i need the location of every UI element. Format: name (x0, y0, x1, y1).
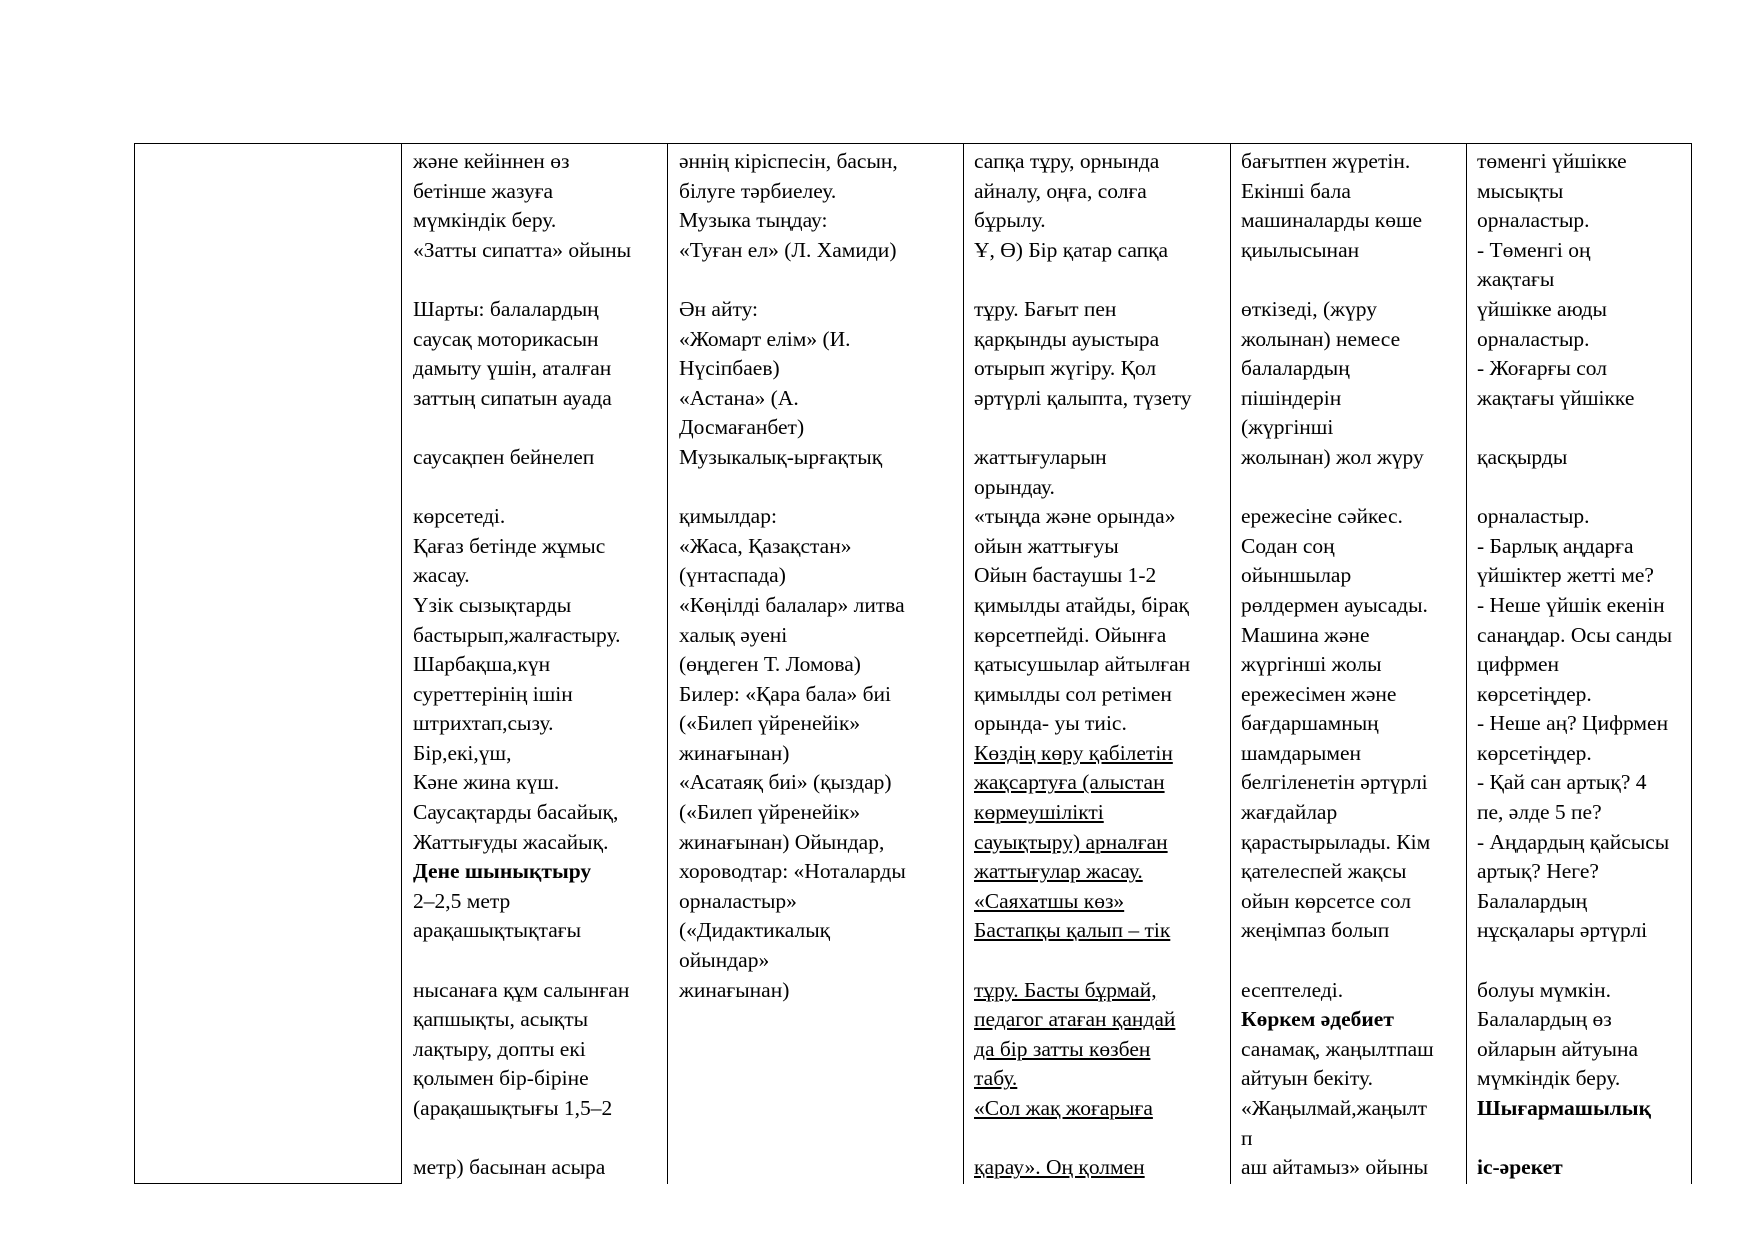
text-line: Машина және (1241, 622, 1370, 647)
section-heading: Шығармашылық (1477, 1096, 1651, 1120)
text-line: қимылды сол ретімен (974, 681, 1172, 706)
section-heading: іс-әрекет (1477, 1155, 1563, 1180)
text-line: Балалардың (1477, 888, 1588, 913)
text-line: жақтағы үйшікке (1477, 385, 1635, 410)
text-line: артық? Неге? (1477, 859, 1599, 884)
text-line: қарау». Оң қолмен (974, 1155, 1145, 1180)
text-line: да бір затты көзбен (974, 1036, 1151, 1061)
text-line: жүргінші жолы (1241, 652, 1382, 677)
text-line: метр) басынан асыра (413, 1155, 606, 1180)
text-line: қолымен бір-біріне (413, 1066, 589, 1091)
text-line (1477, 1124, 1737, 1154)
text-line: «Затты сипатта» ойыны (413, 237, 632, 262)
first-column-bottom-border (134, 1183, 402, 1184)
text-line: төменгі үйшікке (1477, 149, 1627, 173)
empty-label-cell (135, 144, 401, 1183)
section-heading: Көркем әдебиет (1241, 1007, 1394, 1032)
text-line: мысықты (1477, 178, 1564, 203)
table-cell-column-4 (974, 147, 1234, 1183)
text-line: пішіндерін (1241, 385, 1342, 410)
text-line: ойын жаттығуы (974, 533, 1119, 558)
text-line: есептеледі. (1241, 977, 1344, 1002)
text-line: қасқырды (1477, 444, 1568, 469)
text-line: - Барлық аңдарға (1477, 533, 1634, 558)
text-line: көрмеушілікті (974, 800, 1104, 825)
text-line: (үнтаспада) (679, 563, 786, 588)
text-line (1477, 473, 1737, 503)
text-line (1477, 413, 1737, 443)
text-line: қатысушылар айтылған (974, 652, 1191, 677)
text-line: лақтыру, допты екі (413, 1036, 586, 1061)
text-line: қиылысынан (1241, 237, 1360, 262)
text-line: бағытпен жүретін. (1241, 149, 1411, 173)
text-line: жинағынан) (679, 740, 790, 765)
text-line: Балалардың өз (1477, 1007, 1612, 1032)
text-line: ережесімен және (1241, 681, 1397, 706)
table-cell-column-5 (1241, 147, 1501, 1183)
text-line: орналастыр. (1477, 504, 1590, 529)
text-line: айналу, оңға, солға (974, 178, 1147, 203)
text-line: бастырып,жалғастыру. (413, 622, 621, 647)
text-line: нысанаға құм салынған (413, 977, 630, 1002)
column-divider-3 (963, 143, 964, 1184)
text-line: «Көңілді балалар» литва (679, 592, 905, 617)
text-line (1241, 265, 1501, 295)
text-line: жинағынан) Ойындар, (679, 829, 885, 854)
text-line: жолынан) жол жүру (1241, 444, 1424, 469)
text-line: қарастырылады. Кім (1241, 829, 1431, 854)
text-line (413, 265, 673, 295)
text-line: Екінші бала (1241, 178, 1351, 203)
text-line: Нүсіпбаев) (679, 356, 780, 381)
text-line: (жүргінші (1241, 415, 1334, 440)
text-line: орналастыр» (679, 888, 797, 913)
text-line (413, 946, 673, 976)
text-line: штрихтап,сызу. (413, 711, 554, 736)
text-line: жеңімпаз болып (1241, 918, 1390, 943)
text-line: «Астана» (А. (679, 385, 799, 410)
text-line: жаттығуларын (974, 444, 1107, 469)
text-line: әртүрлі қалыпта, түзету (974, 385, 1192, 410)
text-line: мүмкіндік беру. (1477, 1066, 1621, 1091)
text-line: жаттығулар жасау. (974, 859, 1143, 884)
table-cell-column-2 (413, 147, 673, 1183)
text-line: рөлдермен ауысады. (1241, 592, 1428, 617)
table-cell-column-3 (679, 147, 939, 1005)
text-line: жағдайлар (1241, 800, 1338, 825)
text-line: «Жаңылмай,жаңылт (1241, 1096, 1428, 1120)
text-line: көрсетеді. (413, 504, 506, 529)
text-line: - Жоғарғы сол (1477, 356, 1607, 381)
text-line: отырып жүгіру. Қол (974, 356, 1157, 381)
table-cell-column-6 (1477, 147, 1737, 1183)
text-line: орналастыр. (1477, 208, 1590, 233)
text-line: табу. (974, 1066, 1018, 1091)
text-line: үйшікке аюды (1477, 296, 1607, 321)
text-line: бағдаршамның (1241, 711, 1379, 736)
text-line: Үзік сызықтарды (413, 592, 572, 617)
text-line: Саусақтарды басайық, (413, 800, 619, 825)
text-line: (өңдеген Т. Ломова) (679, 652, 861, 677)
text-line: айтуын бекіту. (1241, 1066, 1373, 1091)
text-line: Көздің көру қабілетін (974, 740, 1173, 765)
text-line (679, 265, 939, 295)
text-line: орналастыр. (1477, 326, 1590, 351)
text-line: ойларын айтуына (1477, 1036, 1639, 1061)
text-line: - Қай сан артық? 4 (1477, 770, 1647, 795)
text-line: халық әуені (679, 622, 788, 647)
text-line: аш айтамыз» ойыны (1241, 1155, 1429, 1180)
text-line: көрсетпейді. Ойынға (974, 622, 1167, 647)
text-line (974, 946, 1234, 976)
text-line: - Неше үйшік екенін (1477, 592, 1665, 617)
text-line: Ұ, Ө) Бір қатар сапқа (974, 237, 1169, 262)
text-line: арақашықтықтағы (413, 918, 582, 943)
text-line: дамыту үшін, аталған (413, 356, 612, 381)
text-line: Шарты: балалардың (413, 296, 599, 321)
text-line: пе, әлде 5 пе? (1477, 800, 1602, 825)
text-line: санаңдар. Осы санды (1477, 622, 1673, 647)
text-line: сапқа тұру, орнында (974, 149, 1160, 173)
text-line: Бір,екі,үш, (413, 740, 512, 765)
text-line: қимылдар: (679, 504, 777, 529)
text-line: - Неше аң? Цифрмен (1477, 711, 1669, 736)
text-line: білуге тәрбиелеу. (679, 178, 837, 203)
text-line: және кейіннен өз (413, 149, 570, 173)
text-line: - Аңдардың қайсысы (1477, 829, 1670, 854)
column-divider-1 (401, 143, 402, 1184)
text-line (413, 413, 673, 443)
text-line: санамақ, жаңылтпаш (1241, 1036, 1434, 1061)
text-line: бұрылу. (974, 208, 1046, 233)
text-line: хороводтар: «Ноталарды (679, 859, 906, 884)
text-line: «Саяхатшы көз» (974, 888, 1125, 913)
text-line: мүмкіндік беру. (413, 208, 557, 233)
text-line: тұру. Басты бұрмай, (974, 977, 1157, 1002)
text-line: Шарбақша,күн (413, 652, 551, 677)
text-line: орындау. (974, 474, 1055, 499)
text-line: («Дидактикалық (679, 918, 831, 943)
text-line: ойын көрсетсе сол (1241, 888, 1411, 913)
text-line: қимылды атайды, бірақ (974, 592, 1189, 617)
text-line: бетінше жазуға (413, 178, 554, 203)
text-line: Ән айту: (679, 296, 759, 321)
text-line: көрсетіңдер. (1477, 681, 1592, 706)
text-line: «Жаса, Қазақстан» (679, 533, 852, 558)
text-line: Досмағанбет) (679, 415, 805, 440)
text-line: Музыкалық-ырғақтық (679, 444, 883, 469)
text-line: болуы мүмкін. (1477, 977, 1611, 1002)
text-line: белгіленетін әртүрлі (1241, 770, 1428, 795)
text-line: «Асатаяқ биі» (қыздар) (679, 770, 892, 795)
text-line: ережесіне сәйкес. (1241, 504, 1403, 529)
text-line: нұсқалары әртүрлі (1477, 918, 1648, 943)
text-line: жақтағы (1477, 267, 1555, 292)
text-line: Жаттығуды жасайық. (413, 829, 609, 854)
text-line: суреттерінің ішін (413, 681, 573, 706)
text-line: Ойын бастаушы 1-2 (974, 563, 1157, 588)
text-line: 2–2,5 метр (413, 888, 511, 913)
text-line: педагог атаған қандай (974, 1007, 1176, 1032)
text-line: сауықтыру) арналған (974, 829, 1168, 854)
text-line: өткізеді, (жүру (1241, 296, 1377, 321)
text-line: - Төменгі оң (1477, 237, 1591, 262)
section-heading: Дене шынықтыру (413, 859, 592, 884)
text-line: Бастапқы қалып – тік (974, 918, 1171, 943)
text-line: жасау. (413, 563, 470, 588)
text-line: орында- уы тиіс. (974, 711, 1127, 736)
text-line: «Жомарт елім» (И. (679, 326, 851, 351)
text-line: жақсартуға (алыстан (974, 770, 1165, 795)
text-line: («Билеп үйренейік» (679, 800, 861, 825)
text-line: көрсетіңдер. (1477, 740, 1592, 765)
text-line (413, 1124, 673, 1154)
text-line: («Билеп үйренейік» (679, 711, 861, 736)
text-line (679, 473, 939, 503)
text-line (974, 1124, 1234, 1154)
text-line: қапшықты, асықты (413, 1007, 589, 1032)
text-line: балалардың (1241, 356, 1350, 381)
text-line: Қағаз бетінде жұмыс (413, 533, 606, 558)
text-line: заттың сипатын ауада (413, 385, 612, 410)
text-line: қарқынды ауыстыра (974, 326, 1160, 351)
text-line (413, 473, 673, 503)
text-line: машиналарды көше (1241, 208, 1423, 233)
text-line: п (1241, 1125, 1253, 1150)
text-line: үйшіктер жетті ме? (1477, 563, 1654, 588)
text-line: саусақпен бейнелеп (413, 444, 595, 469)
text-line (1477, 946, 1737, 976)
text-line: «Туған ел» (Л. Хамиди) (679, 237, 897, 262)
text-line (1241, 946, 1501, 976)
text-line (974, 265, 1234, 295)
text-line: Музыка тыңдау: (679, 208, 828, 233)
text-line: жинағынан) (679, 977, 790, 1002)
text-line: ойындар» (679, 948, 770, 973)
text-line: әннің кіріспесін, басын, (679, 149, 898, 173)
text-line: Кәне жина күш. (413, 770, 560, 795)
text-line: Билер: «Қара бала» биі (679, 681, 892, 706)
text-line: Содан соң (1241, 533, 1335, 558)
text-line: (арақашықтығы 1,5–2 (413, 1096, 613, 1120)
text-line (974, 413, 1234, 443)
text-line (1241, 473, 1501, 503)
text-line: саусақ моторикасын (413, 326, 599, 351)
text-line: цифрмен (1477, 652, 1560, 677)
text-line: «Сол жақ жоғарыға (974, 1096, 1153, 1120)
text-line: ойыншылар (1241, 563, 1352, 588)
text-line: шамдарымен (1241, 740, 1362, 765)
text-line: жолынан) немесе (1241, 326, 1401, 351)
text-line: «тыңда және орында» (974, 504, 1176, 529)
text-line: тұру. Бағыт пен (974, 296, 1117, 321)
text-line: қателеспей жақсы (1241, 859, 1407, 884)
